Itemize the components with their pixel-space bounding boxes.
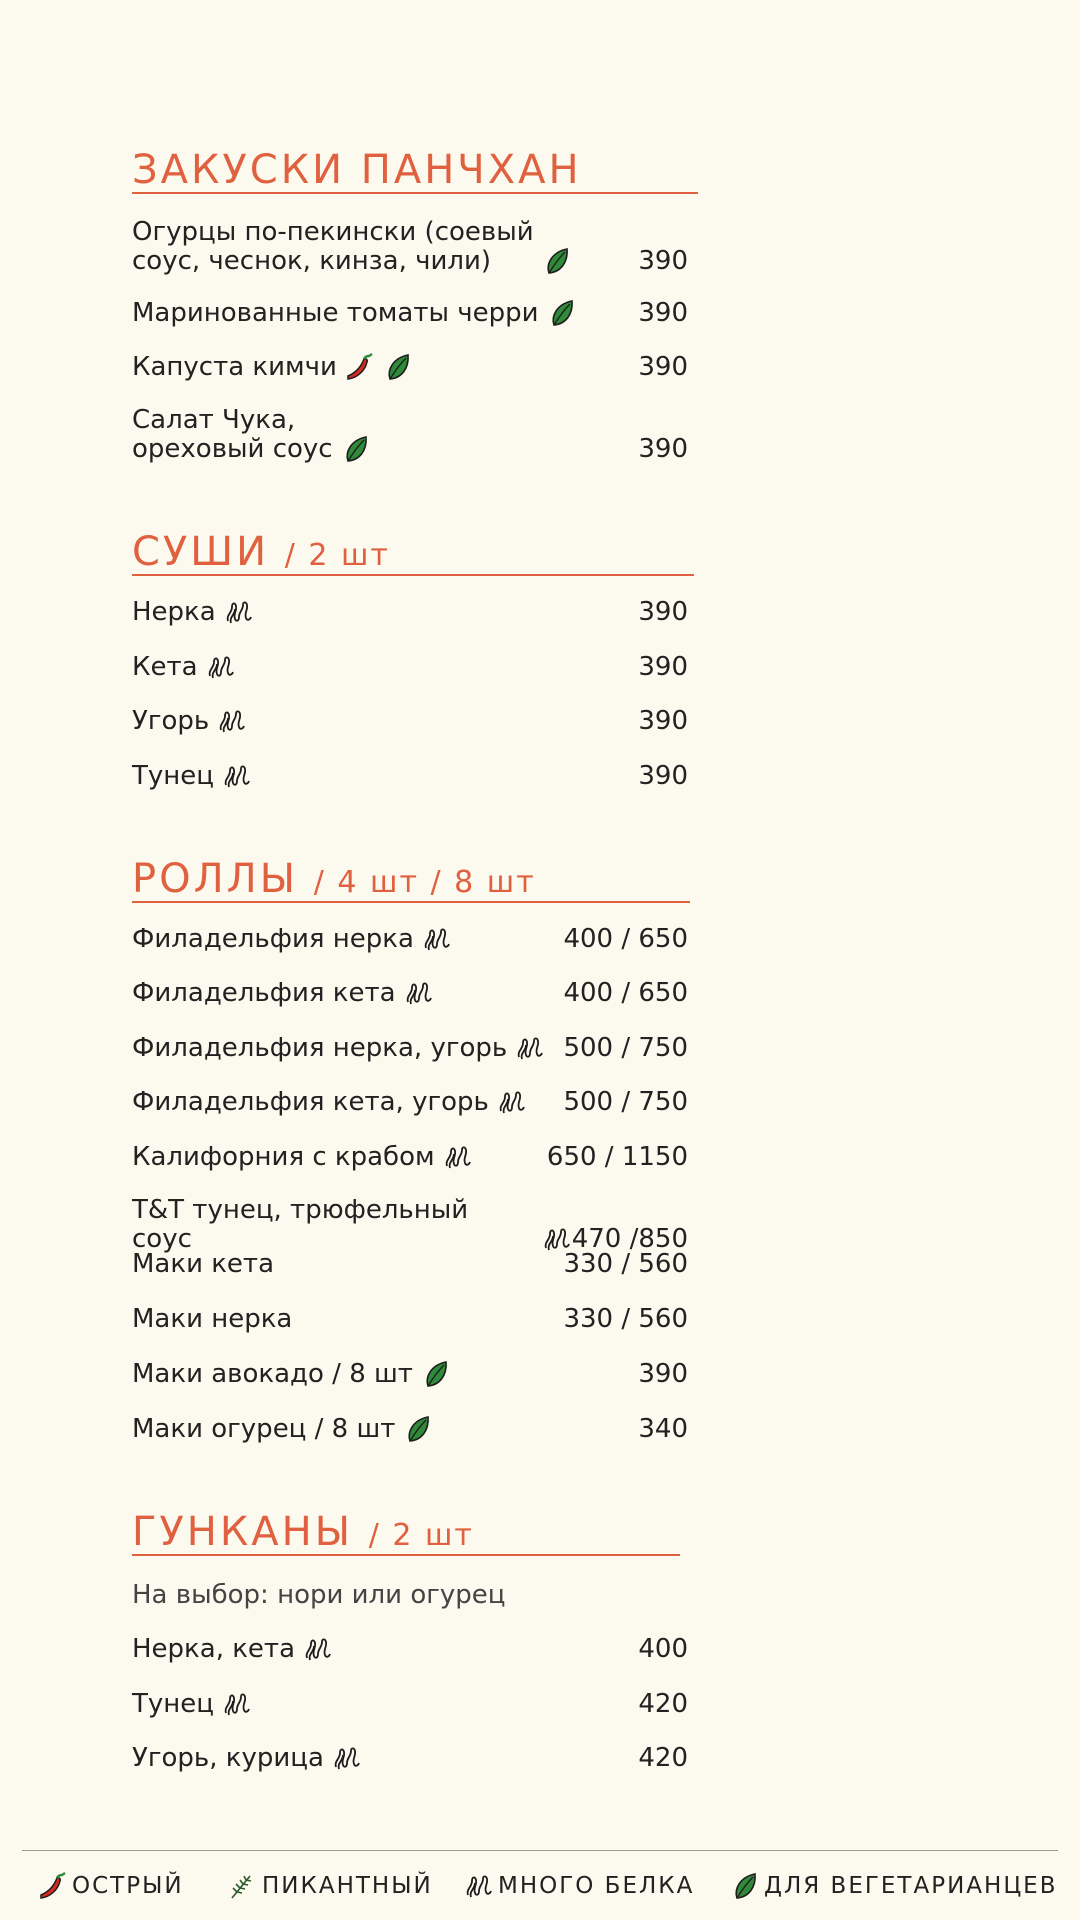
menu-item xyxy=(132,1414,688,1444)
item-price: 400 xyxy=(638,1634,688,1664)
menu-item xyxy=(132,218,688,276)
chili-icon xyxy=(38,1871,68,1901)
item-name xyxy=(132,1743,362,1773)
menu-item xyxy=(132,1743,688,1773)
item-name xyxy=(132,706,247,736)
item-name xyxy=(132,652,236,682)
menu-item xyxy=(132,706,688,736)
item-name-text: Филадельфия нерка xyxy=(132,924,414,954)
menu-item xyxy=(132,1033,688,1063)
menu-item xyxy=(132,1305,688,1334)
section-rolly xyxy=(132,856,688,903)
item-name-text: T&T тунец, трюфельный соус xyxy=(132,1195,469,1254)
legend-item-vegetarian: ДЛЯ ВЕГЕТАРИАНЦЕВ xyxy=(730,1871,1057,1901)
herb-icon xyxy=(228,1871,258,1901)
legend xyxy=(22,1850,1058,1919)
item-price: 420 xyxy=(638,1743,688,1773)
item-name-text: Маки нерка xyxy=(132,1303,293,1334)
leaf-icon xyxy=(341,434,371,464)
section-note: На выбор: нори или огурец xyxy=(132,1580,506,1610)
item-price: 330 / 560 xyxy=(563,1249,688,1280)
item-price: 390 xyxy=(638,434,688,464)
section-gunkany xyxy=(132,1509,688,1556)
protein-icon xyxy=(217,706,247,736)
leaf-icon xyxy=(542,246,572,276)
protein-icon xyxy=(422,924,452,954)
item-name-text: Угорь, курица xyxy=(132,1743,324,1773)
item-name xyxy=(132,218,572,276)
menu-item xyxy=(132,1142,688,1172)
item-price: 400 / 650 xyxy=(563,924,688,954)
leaf-icon xyxy=(547,298,577,328)
item-price: 340 xyxy=(638,1413,688,1444)
item-name xyxy=(132,1196,572,1254)
item-name xyxy=(132,761,252,791)
protein-icon xyxy=(222,1689,252,1719)
leaf-icon xyxy=(383,352,413,382)
menu-item xyxy=(132,1359,688,1389)
chili-icon xyxy=(345,352,375,382)
protein-icon xyxy=(404,978,434,1008)
item-price: 500 / 750 xyxy=(563,1087,688,1118)
item-price: 390 xyxy=(638,597,688,627)
item-name xyxy=(132,1634,333,1664)
menu-item xyxy=(132,761,688,791)
item-name-text: Маки огурец / 8 шт xyxy=(132,1413,396,1444)
protein-icon xyxy=(497,1087,527,1117)
section-zakuski xyxy=(132,147,688,194)
item-name xyxy=(132,1359,451,1389)
item-price: 390 xyxy=(638,651,688,682)
menu-item xyxy=(132,1634,688,1664)
item-name-text: Маки кета xyxy=(132,1249,275,1280)
menu-item xyxy=(132,652,688,682)
item-name xyxy=(132,1250,274,1279)
section-title: ЗАКУСКИ ПАНЧХАН xyxy=(132,150,698,194)
leaf-icon xyxy=(403,1414,433,1444)
menu-item xyxy=(132,597,688,627)
item-name-text: Угорь xyxy=(132,706,210,736)
protein-icon xyxy=(206,652,236,682)
item-price: 390 xyxy=(638,706,688,736)
item-name-text: Филадельфия кета xyxy=(132,978,396,1009)
item-name xyxy=(132,924,452,954)
menu-item xyxy=(132,978,688,1008)
item-name-text: Огурцы по-пекински (соевый соус, чеснок, кинза, чили) xyxy=(132,217,534,276)
item-name-text: Калифорния с крабом xyxy=(132,1141,435,1172)
item-price: 420 xyxy=(638,1688,688,1719)
menu-item xyxy=(132,1196,688,1254)
item-name xyxy=(132,1087,527,1117)
item-name-text: Маринованные томаты черри xyxy=(132,298,539,328)
legend-item-piquant: ПИКАНТНЫЙ xyxy=(228,1871,433,1901)
item-price: 470 /850 xyxy=(571,1224,688,1254)
section-title: РОЛЛЫ / 4 шт / 8 шт xyxy=(132,859,690,903)
item-price: 390 xyxy=(638,246,688,276)
item-name-text: Маки авокадо / 8 шт xyxy=(132,1359,413,1390)
item-price: 390 xyxy=(638,1359,688,1390)
menu-item xyxy=(132,1087,688,1117)
item-price: 500 / 750 xyxy=(563,1032,688,1063)
leaf-icon xyxy=(730,1871,760,1901)
item-price: 650 / 1150 xyxy=(546,1141,688,1172)
menu-item xyxy=(132,1689,688,1719)
protein-icon xyxy=(443,1142,473,1172)
item-name-text: Салат Чука, ореховый соус xyxy=(132,405,333,464)
item-name xyxy=(132,1689,252,1719)
item-price: 330 / 560 xyxy=(563,1303,688,1334)
section-sushi xyxy=(132,529,688,576)
item-name xyxy=(132,1305,292,1334)
item-name xyxy=(132,298,577,328)
section-title: ГУНКАНЫ / 2 шт xyxy=(132,1512,680,1556)
protein-icon xyxy=(303,1634,333,1664)
item-name-text: Капуста кимчи xyxy=(132,352,337,382)
section-title: СУШИ / 2 шт xyxy=(132,532,694,576)
item-name-text: Кета xyxy=(132,651,198,682)
item-name-text: Нерка, кета xyxy=(132,1634,295,1664)
item-name xyxy=(132,1142,473,1172)
protein-icon xyxy=(464,1871,494,1901)
item-price: 390 xyxy=(638,298,688,328)
item-name xyxy=(132,597,254,627)
legend-item-spicy: ОСТРЫЙ xyxy=(38,1871,184,1901)
item-name xyxy=(132,1033,545,1063)
item-name xyxy=(132,1414,433,1444)
menu-item xyxy=(132,352,688,382)
item-name-text: Тунец xyxy=(132,1688,214,1719)
menu-item xyxy=(132,924,688,954)
protein-icon xyxy=(224,597,254,627)
item-name-text: Филадельфия кета, угорь xyxy=(132,1087,489,1118)
menu-item xyxy=(132,1250,688,1279)
menu-item xyxy=(132,298,688,328)
item-name-text: Тунец xyxy=(132,760,214,791)
item-price: 390 xyxy=(638,352,688,382)
item-price: 400 / 650 xyxy=(563,978,688,1009)
item-name xyxy=(132,352,413,382)
item-name-text: Нерка xyxy=(132,597,216,627)
protein-icon xyxy=(332,1743,362,1773)
protein-icon xyxy=(515,1033,545,1063)
item-name-text: Филадельфия нерка, угорь xyxy=(132,1032,508,1063)
protein-icon xyxy=(222,761,252,791)
leaf-icon xyxy=(421,1359,451,1389)
item-name xyxy=(132,406,371,464)
item-name xyxy=(132,978,434,1008)
legend-item-protein: МНОГО БЕЛКА xyxy=(464,1871,694,1901)
menu-item xyxy=(132,406,688,464)
item-price: 390 xyxy=(638,760,688,791)
